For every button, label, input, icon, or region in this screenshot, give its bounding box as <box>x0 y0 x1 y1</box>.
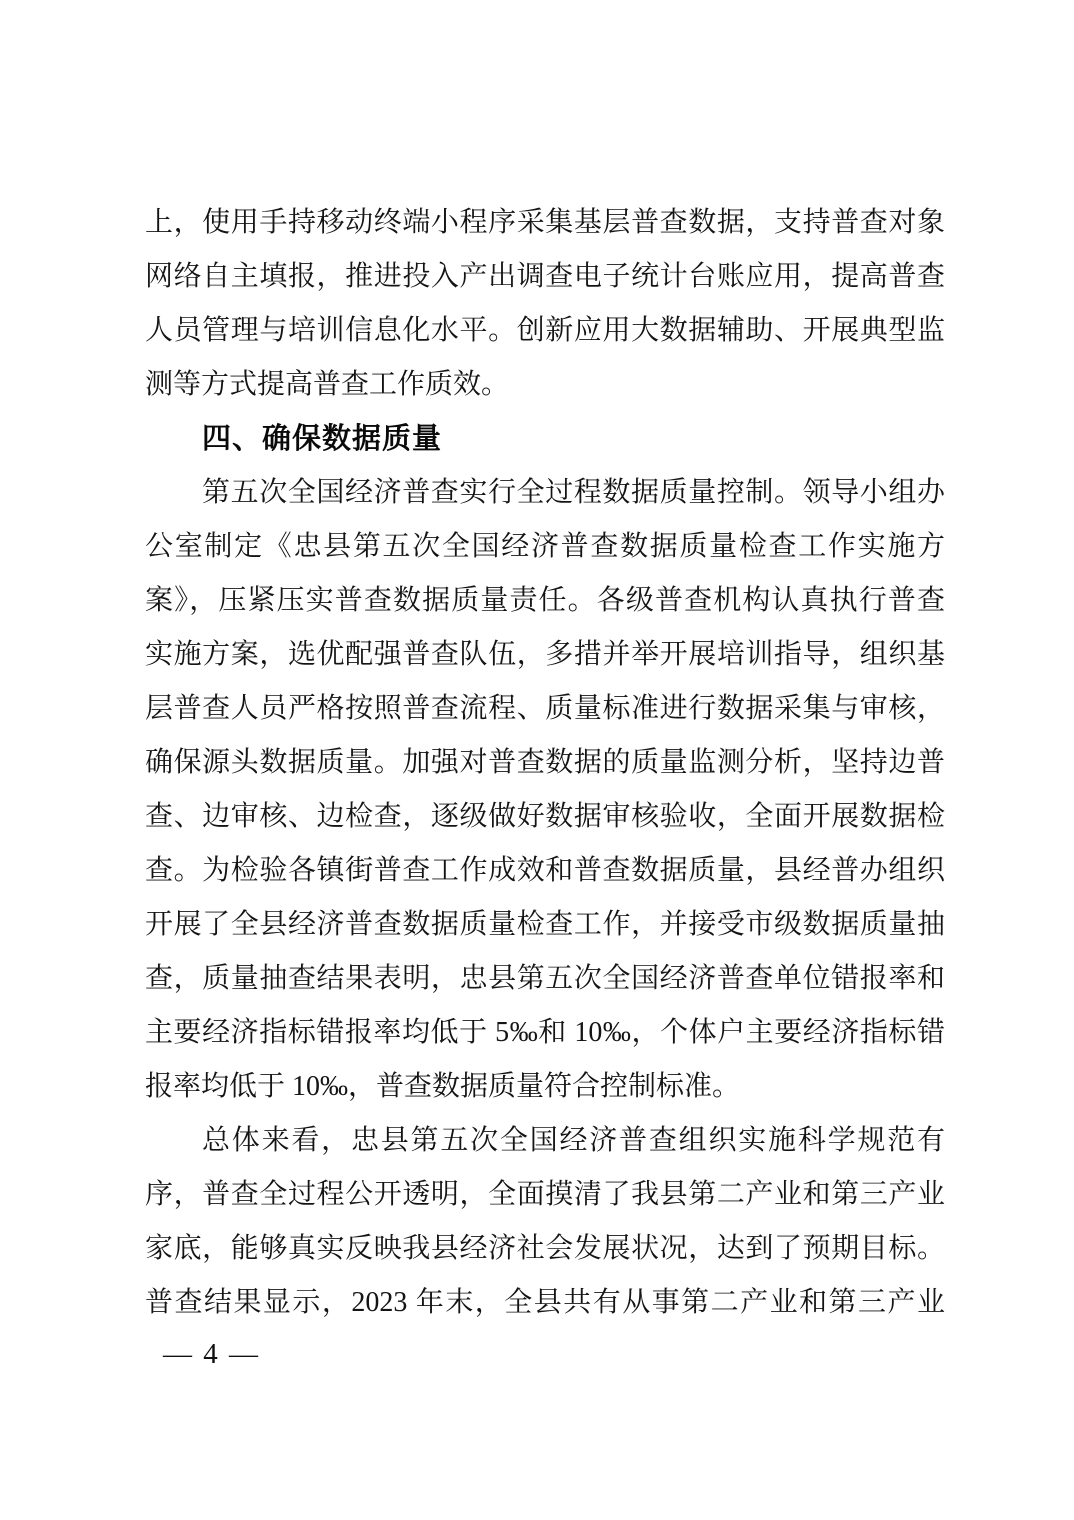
paragraph-continuation <box>145 196 945 412</box>
page-number: — 4 — <box>163 1338 260 1370</box>
text-line: 总体来看，忠县第五次全国经济普查组织实施科学规范有 <box>202 1125 945 1156</box>
text-line: 公室制定《忠县第五次全国经济普查数据质量检查工作实施方 <box>145 531 945 562</box>
text-line: 报率均低于 10‰，普查数据质量符合控制标准。 <box>145 1071 741 1102</box>
text-line: 层普查人员严格按照普查流程、质量标准进行数据采集与审核， <box>145 693 945 724</box>
text-line: 主要经济指标错报率均低于 5‰和 10‰，个体户主要经济指标错 <box>145 1017 945 1048</box>
text-line: 家底，能够真实反映我县经济社会发展状况，达到了预期目标。 <box>145 1233 945 1264</box>
text-line: 查，质量抽查结果表明，忠县第五次全国经济普查单位错报率和 <box>145 963 945 994</box>
text-line: 确保源头数据质量。加强对普查数据的质量监测分析，坚持边普 <box>145 747 945 778</box>
text-line: 序，普查全过程公开透明，全面摸清了我县第二产业和第三产业 <box>145 1179 945 1210</box>
text-line: 案》，压紧压实普查数据质量责任。各级普查机构认真执行普查 <box>145 585 945 616</box>
paragraph-summary <box>145 1114 945 1330</box>
paragraph-data-quality <box>145 466 945 1114</box>
text-line: 测等方式提高普查工作质效。 <box>145 369 510 400</box>
document-body <box>145 196 945 1330</box>
text-line: 第五次全国经济普查实行全过程数据质量控制。领导小组办 <box>202 477 945 508</box>
section-heading: 四、确保数据质量 <box>202 423 443 455</box>
text-line: 实施方案，选优配强普查队伍，多措并举开展培训指导，组织基 <box>145 639 945 670</box>
text-line: 查、边审核、边检查，逐级做好数据审核验收，全面开展数据检 <box>145 801 945 832</box>
text-line: 开展了全县经济普查数据质量检查工作，并接受市级数据质量抽 <box>145 909 945 940</box>
text-line: 网络自主填报，推进投入产出调查电子统计台账应用，提高普查 <box>145 261 945 292</box>
text-line: 普查结果显示，2023 年末，全县共有从事第二产业和第三产业 <box>145 1287 945 1318</box>
text-line: 查。为检验各镇街普查工作成效和普查数据质量，县经普办组织 <box>145 855 945 886</box>
text-line: 上，使用手持移动终端小程序采集基层普查数据，支持普查对象 <box>145 207 945 238</box>
text-line: 人员管理与培训信息化水平。创新应用大数据辅助、开展典型监 <box>145 315 945 346</box>
